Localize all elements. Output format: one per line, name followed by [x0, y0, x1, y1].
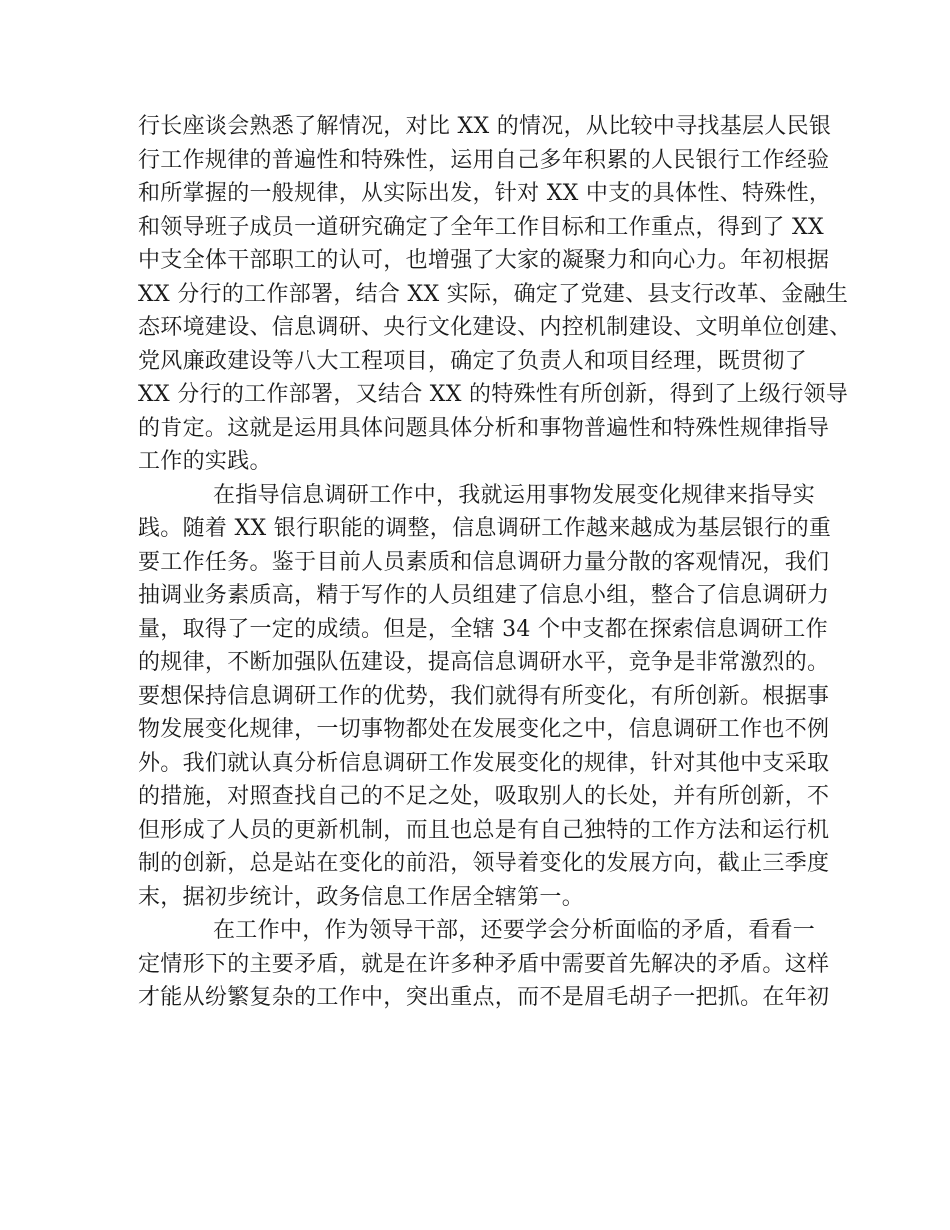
text-line: 才能从纷繁复杂的工作中，突出重点，而不是眉毛胡子一把抓。在年初: [138, 985, 830, 1010]
text-line: 的规律，不断加强队伍建设，提高信息调研水平，竞争是非常激烈的。: [138, 650, 830, 675]
text-line: 量，取得了一定的成绩。但是，全辖 34 个中支都在探索信息调研工作: [138, 616, 828, 642]
text-line: 的措施，对照查找自己的不足之处，吸取别人的长处，并有所创新，不: [138, 784, 830, 809]
text-line: 工作的实践。: [138, 449, 272, 474]
text-line: 践。随着 XX 银行职能的调整，信息调研工作越来越成为基层银行的重: [138, 516, 832, 541]
text-line: 但形成了人员的更新机制，而且也总是有自己独特的工作方法和运行机: [138, 817, 830, 843]
document-body: [138, 110, 852, 1015]
text-line: 抽调业务素质高，精于写作的人员组建了信息小组，整合了信息调研力: [138, 583, 830, 608]
text-line: 物发展变化规律，一切事物都处在发展变化之中，信息调研工作也不例: [138, 717, 830, 742]
text-line: 和领导班子成员一道研究确定了全年工作目标和工作重点，得到了 XX: [138, 214, 824, 240]
text-line: 外。我们就认真分析信息调研工作发展变化的规律，针对其他中支采取: [138, 750, 830, 776]
text-line: 要想保持信息调研工作的优势，我们就得有所变化，有所创新。根据事: [138, 683, 830, 709]
text-line: 要工作任务。鉴于目前人员素质和信息调研力量分散的客观情况，我们: [138, 549, 830, 575]
paragraph-2: [138, 479, 832, 915]
text-line: XX 分行的工作部署，又结合 XX 的特殊性有所创新，得到了上级行领导: [138, 382, 849, 407]
text-line: 行工作规律的普遍性和特殊性，运用自己多年积累的人民银行工作经验: [138, 147, 830, 173]
text-line: 态环境建设、信息调研、央行文化建设、内控机制建设、文明单位创建、: [138, 315, 852, 340]
text-line: 定情形下的主要矛盾，就是在许多种矛盾中需要首先解决的矛盾。这样: [138, 951, 830, 977]
text-line: 行长座谈会熟悉了解情况，对比 XX 的情况，从比较中寻找基层人民银: [138, 114, 832, 139]
text-line: 中支全体干部职工的认可，也增强了大家的凝聚力和向心力。年初根据: [138, 248, 830, 273]
text-line: 在指导信息调研工作中，我就运用事物发展变化规律来指导实: [213, 482, 816, 508]
text-line: 制的创新，总是站在变化的前沿，领导着变化的发展方向，截止三季度: [138, 851, 830, 876]
text-line: 在工作中，作为领导干部，还要学会分析面临的矛盾，看看一: [213, 918, 816, 943]
text-line: 的肯定。这就是运用具体问题具体分析和事物普遍性和特殊性规律指导: [138, 415, 830, 441]
text-line: 和所掌握的一般规律，从实际出发，针对 XX 中支的具体性、特殊性，: [138, 181, 832, 206]
text-line: 党风廉政建设等八大工程项目，确定了负责人和项目经理，既贯彻了: [138, 348, 808, 374]
text-line: XX 分行的工作部署，结合 XX 实际，确定了党建、县支行改革、金融生: [138, 281, 849, 307]
paragraph-1: [138, 110, 852, 479]
paragraph-3: [138, 914, 828, 1015]
text-line: 末，据初步统计，政务信息工作居全辖第一。: [138, 884, 585, 910]
